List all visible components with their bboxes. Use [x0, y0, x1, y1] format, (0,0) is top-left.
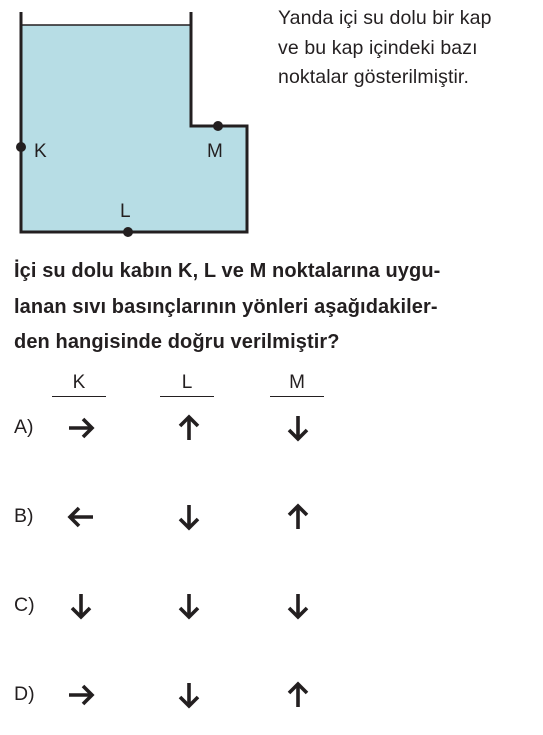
water-fill — [21, 25, 247, 232]
question-line: lanan sıvı basınçlarının yönleri aşağıdakiler- — [14, 295, 438, 318]
option-label: C) — [14, 594, 35, 616]
column-header-l — [160, 372, 214, 394]
column-header-underline — [160, 396, 214, 397]
column-header-underline — [52, 396, 106, 397]
question-stem — [14, 254, 539, 361]
arrow-down-icon — [174, 502, 204, 532]
arrow-down-icon — [66, 591, 96, 621]
question-line: den hangisinde doğru verilmiştir? — [14, 331, 340, 353]
option-label: B) — [14, 505, 34, 527]
question-line: İçi su dolu kabın K, L ve M noktalarına uygu- — [14, 260, 441, 282]
container-figure — [0, 0, 260, 245]
column-header-label: M — [289, 372, 305, 393]
column-header-label: L — [181, 372, 193, 393]
column-header-m — [270, 372, 324, 394]
point-l-dot — [123, 227, 133, 237]
intro-line: noktalar gösterilmiştir. — [278, 66, 469, 88]
point-m-label: M — [207, 141, 223, 162]
arrow-down-icon — [283, 591, 313, 621]
arrow-down-icon — [174, 680, 204, 710]
option-label: D) — [14, 683, 35, 705]
arrow-left-icon — [66, 502, 96, 532]
arrow-down-icon — [283, 413, 313, 443]
arrow-up-icon — [283, 680, 313, 710]
intro-text — [278, 4, 540, 93]
arrow-right-icon — [66, 413, 96, 443]
column-header-k — [52, 372, 106, 394]
point-l-label: L — [120, 201, 131, 222]
arrow-up-icon — [283, 502, 313, 532]
option-label: A) — [14, 416, 34, 438]
intro-line: ve bu kap içindeki bazı — [278, 36, 478, 59]
point-m-dot — [213, 121, 223, 131]
column-header-label: K — [72, 372, 86, 393]
arrow-up-icon — [174, 413, 204, 443]
arrow-right-icon — [66, 680, 96, 710]
point-k-dot — [16, 142, 26, 152]
intro-line: Yanda içi su dolu bir kap — [278, 7, 492, 29]
point-k-label: K — [34, 141, 47, 162]
arrow-down-icon — [174, 591, 204, 621]
column-header-underline — [270, 396, 324, 397]
